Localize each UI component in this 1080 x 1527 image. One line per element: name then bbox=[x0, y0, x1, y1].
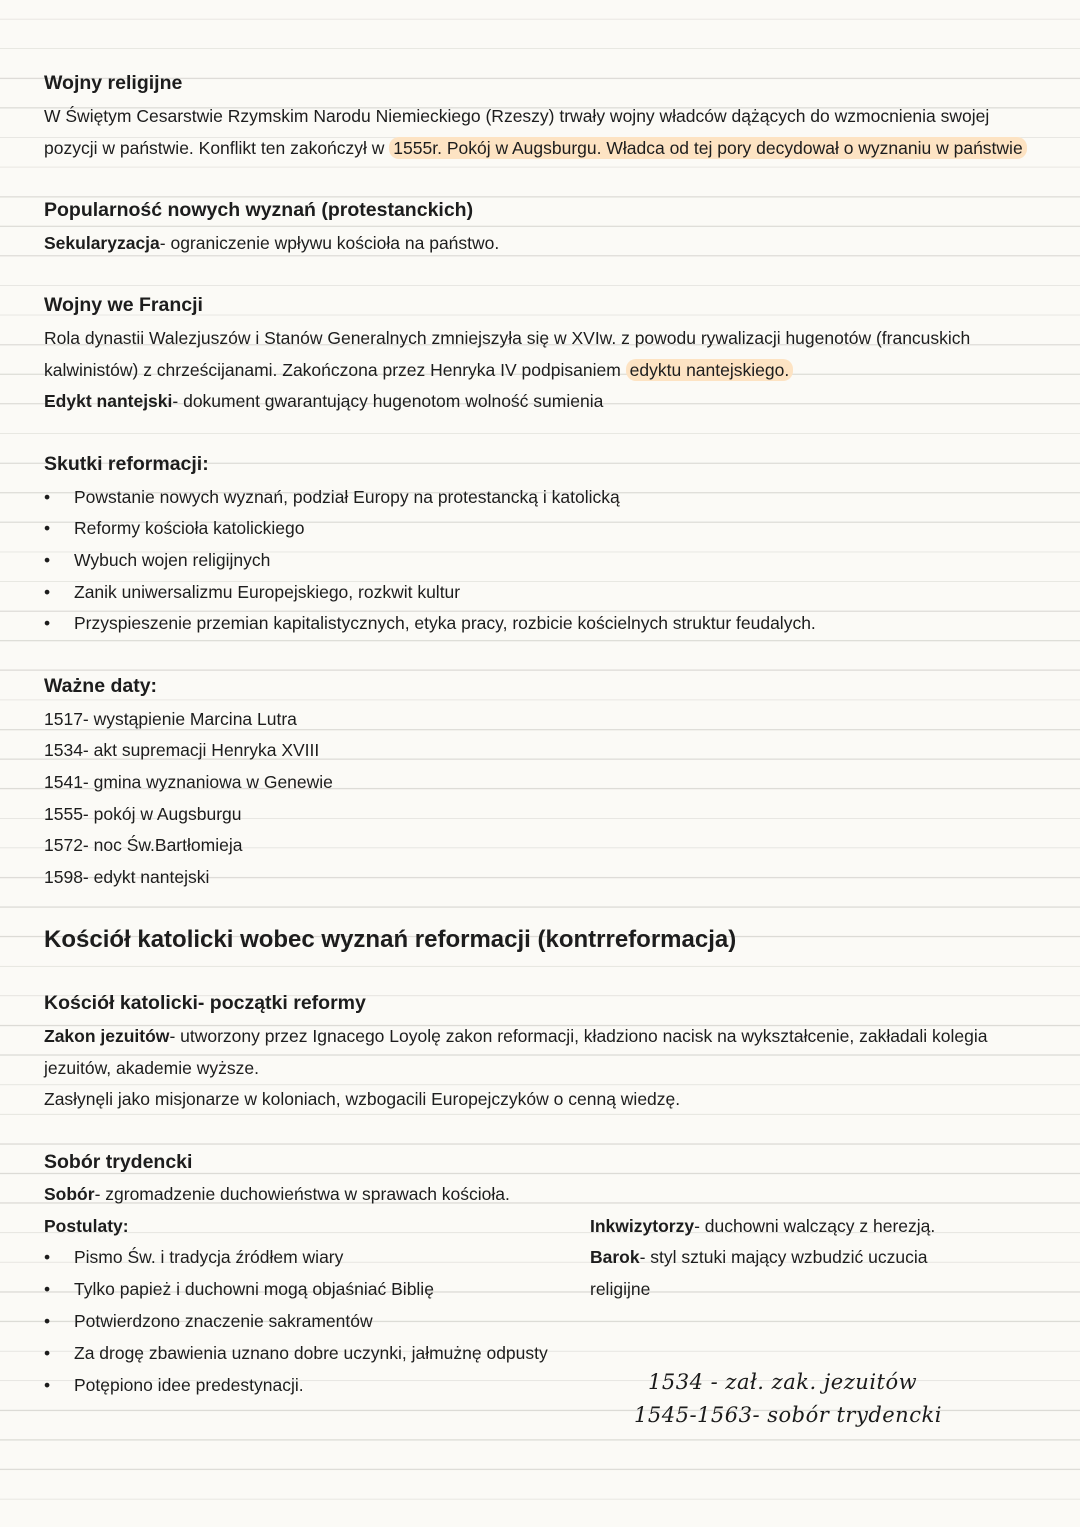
list-item-text: Za drogę zbawienia uznano dobre uczynki, jałmużnę odpusty bbox=[74, 1343, 548, 1363]
wojny-religijne-line-2 bbox=[44, 137, 1027, 159]
list-item-text: Pismo Św. i tradycja źródłem wiary bbox=[74, 1247, 344, 1267]
inkwizytorzy-term: Inkwizytorzy bbox=[590, 1216, 695, 1236]
handwritten-note-2: 1545-1563- sobór trydencki bbox=[634, 1403, 942, 1427]
bullet: • bbox=[44, 582, 51, 602]
bullet: • bbox=[44, 1375, 51, 1395]
bullet: • bbox=[44, 1247, 51, 1267]
bullet: • bbox=[44, 1279, 51, 1299]
jezuici-line-3: Zasłynęli jako misjonarze w koloniach, wzbogacili Europejczyków o cenną wiedzę. bbox=[44, 1089, 681, 1109]
wojny-francja-line-2 bbox=[44, 359, 793, 381]
wojny-religijne-line-1: W Świętym Cesarstwie Rzymskim Narodu Niemieckiego (Rzeszy) trwały wojny władców dążących do wzmocnienia swojej bbox=[44, 106, 990, 126]
edykt-term: Edykt nantejski bbox=[44, 391, 173, 411]
jezuici-line-1 bbox=[44, 1025, 988, 1047]
handwritten-note-1: 1534 - zał. zak. jezuitów bbox=[648, 1370, 918, 1394]
bullet: • bbox=[44, 1343, 51, 1363]
bullet: • bbox=[44, 518, 51, 538]
inkwizytorzy-definition bbox=[590, 1215, 935, 1237]
sobor-definition bbox=[44, 1183, 510, 1205]
bullet: • bbox=[44, 487, 51, 507]
wojny-religijne-line-2-text: pozycji w państwie. Konflikt ten zakończył w bbox=[44, 138, 385, 158]
edykt-definition bbox=[44, 390, 603, 412]
barok-text: - styl sztuki mający wzbudzić uczucia bbox=[639, 1247, 928, 1267]
list-item-text: Reformy kościoła katolickiego bbox=[74, 518, 305, 538]
postulaty-heading: Postulaty: bbox=[44, 1216, 129, 1236]
page-title-kontrreformacja: Kościół katolicki wobec wyznań reformacji (kontrreformacja) bbox=[44, 926, 737, 953]
sekularyzacja-definition bbox=[44, 232, 499, 254]
wojny-francja-line-1: Rola dynastii Walezjuszów i Stanów Generalnych zmniejszyła się w XVIw. z powodu rywalizacji hugenotów (francuskich bbox=[44, 328, 971, 348]
date-item: 1555- pokój w Augsburgu bbox=[44, 804, 242, 824]
jezuici-text: - utworzony przez Ignacego Loyolę zakon reformacji, kładziono nacisk na wykształcenie, zakładali kolegia bbox=[169, 1026, 988, 1046]
jezuici-term: Zakon jezuitów bbox=[44, 1026, 170, 1046]
bullet: • bbox=[44, 613, 51, 633]
section-heading-daty: Ważne daty: bbox=[44, 675, 158, 697]
list-item-text: Wybuch wojen religijnych bbox=[74, 550, 271, 570]
list-item-text: Potwierdzono znaczenie sakramentów bbox=[74, 1311, 373, 1331]
date-item: 1517- wystąpienie Marcina Lutra bbox=[44, 709, 297, 729]
sobor-text: - zgromadzenie duchowieństwa w sprawach kościoła. bbox=[94, 1184, 510, 1204]
section-heading-wojny-religijne: Wojny religijne bbox=[44, 72, 183, 94]
list-item-text: Tylko papież i duchowni mogą objaśniać Biblię bbox=[74, 1279, 434, 1299]
bullet: • bbox=[44, 550, 51, 570]
barok-definition bbox=[590, 1246, 927, 1268]
date-item: 1534- akt supremacji Henryka XVIII bbox=[44, 740, 320, 760]
barok-definition-line-2: religijne bbox=[590, 1279, 651, 1299]
barok-term: Barok bbox=[590, 1247, 640, 1267]
edykt-highlight: edyktu nantejskiego. bbox=[626, 359, 794, 381]
list-item-text: Przyspieszenie przemian kapitalistycznych, etyka pracy, rozbicie kościelnych struktur feudalych. bbox=[74, 613, 816, 633]
edykt-text: - dokument gwarantujący hugenotom wolność sumienia bbox=[172, 391, 604, 411]
augsburg-highlight: 1555r. Pokój w Augsburgu. Władca od tej pory decydował o wyznaniu w państwie bbox=[389, 137, 1026, 159]
section-heading-sobor: Sobór trydencki bbox=[44, 1151, 193, 1173]
jezuici-line-2: jezuitów, akademie wyższe. bbox=[44, 1058, 259, 1078]
date-item: 1598- edykt nantejski bbox=[44, 867, 210, 887]
date-item: 1541- gmina wyznaniowa w Genewie bbox=[44, 772, 333, 792]
list-item-text: Powstanie nowych wyznań, podział Europy na protestancką i katolicką bbox=[74, 487, 620, 507]
bullet: • bbox=[44, 1311, 51, 1331]
wojny-francja-line-2-text: kalwinistów) z chrześcijanami. Zakończona przez Henryka IV podpisaniem bbox=[44, 360, 621, 380]
section-heading-skutki: Skutki reformacji: bbox=[44, 453, 209, 475]
sobor-term: Sobór bbox=[44, 1184, 95, 1204]
section-heading-popularnosc: Popularność nowych wyznań (protestanckich) bbox=[44, 199, 474, 221]
list-item-text: Zanik uniwersalizmu Europejskiego, rozkwit kultur bbox=[74, 582, 461, 602]
inkwizytorzy-text: - duchowni walczący z herezją. bbox=[694, 1216, 936, 1236]
sekularyzacja-term: Sekularyzacja bbox=[44, 233, 160, 253]
sekularyzacja-text: - ograniczenie wpływu kościoła na państwo. bbox=[159, 233, 500, 253]
section-heading-wojny-francja: Wojny we Francji bbox=[44, 294, 203, 316]
list-item-text: Potępiono idee predestynacji. bbox=[74, 1375, 304, 1395]
date-item: 1572- noc Św.Bartłomieja bbox=[44, 835, 243, 855]
section-heading-poczatki: Kościół katolicki- początki reformy bbox=[44, 992, 366, 1014]
